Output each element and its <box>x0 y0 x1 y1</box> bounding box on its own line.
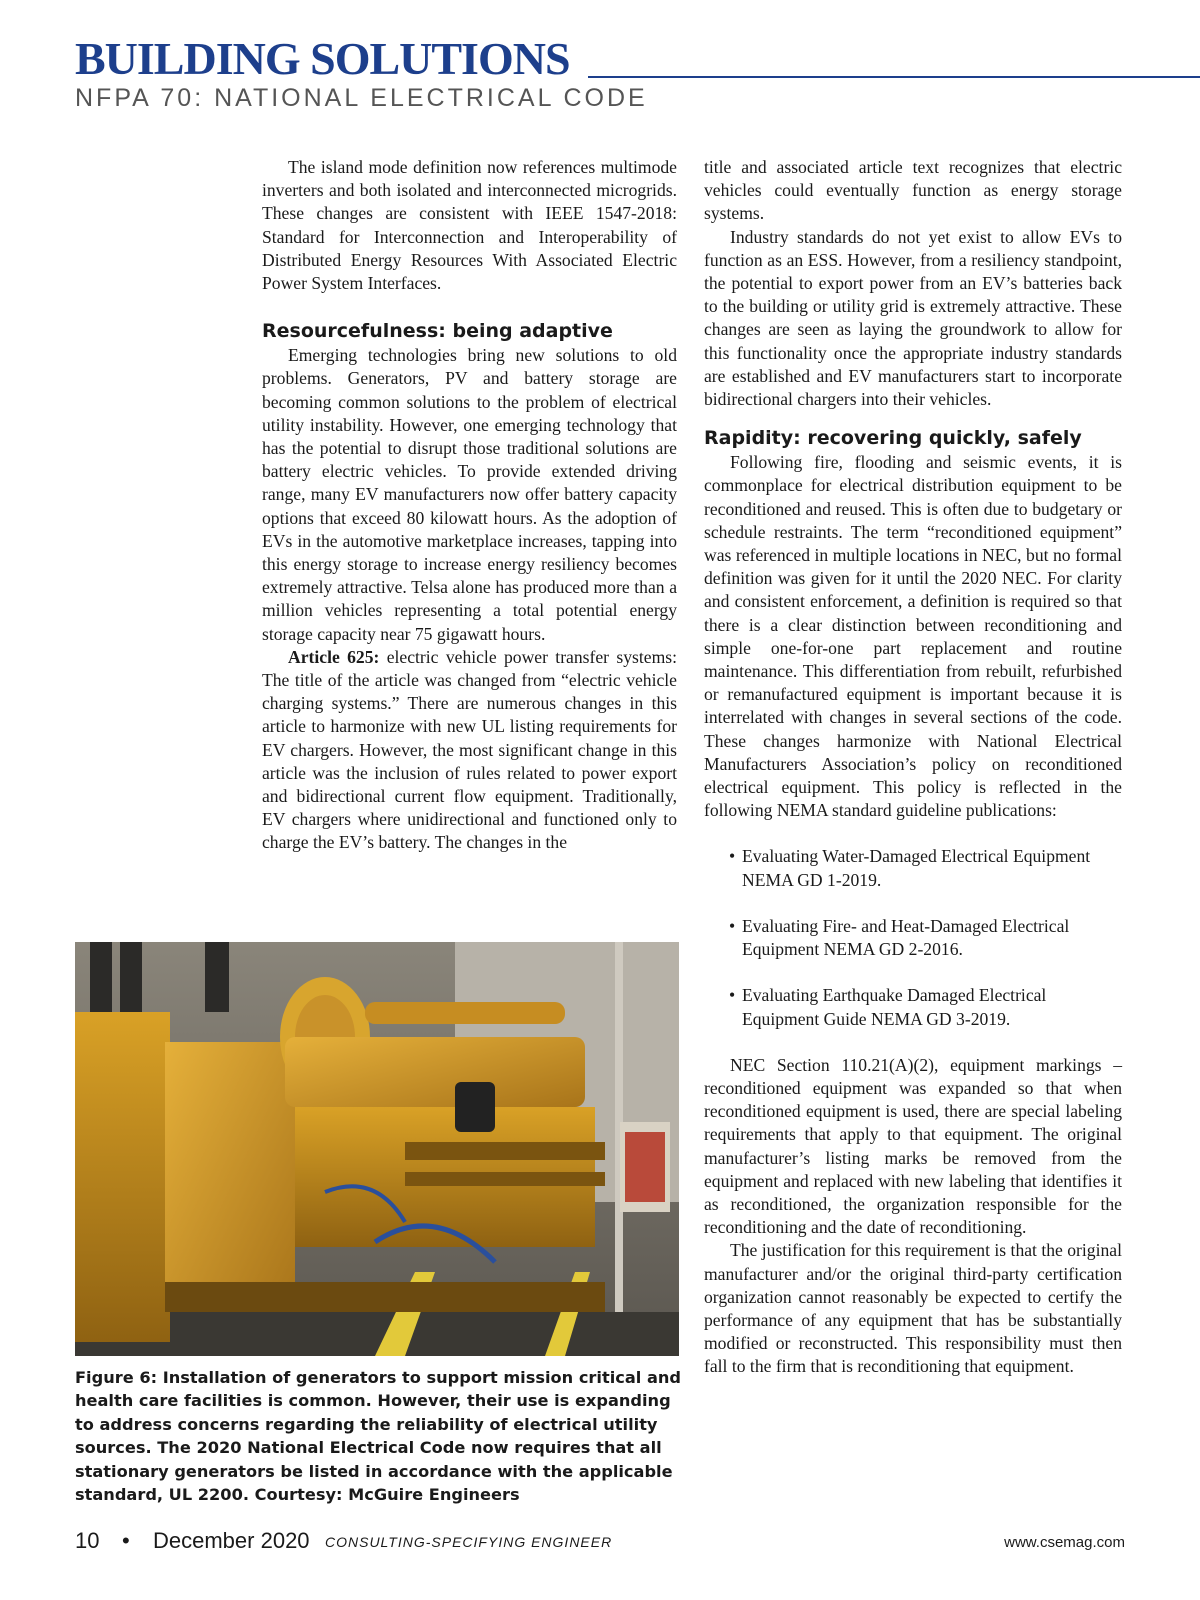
article-625-text: electric vehicle power transfer systems: The title of the article was changed from “electric vehicle charging systems.” There are numerous changes in this article to harmonize with new UL listing requirements for EV chargers. However, the most significant change in this article was the inclusion of rules related to power export and bidirectional current flow equipment. Traditionally, EV chargers where unidirectional and functioned only to charge the EV’s battery. The changes in the <box>262 646 677 853</box>
paragraph-continued: title and associated article text recognizes that electric vehicles could eventually function as energy storage systems. <box>704 157 1122 224</box>
magazine-name: CONSULTING-SPECIFYING ENGINEER <box>325 1534 613 1550</box>
paragraph-emerging-technologies: Emerging technologies bring new solutions to old problems. Generators, PV and battery storage are becoming common solutions to the problem of electrical utility instability. However, one emerging technology that has the potential to disrupt those traditional solutions are battery electric vehicles. To provide extended driving range, many EV manufacturers now offer battery capacity options that exceed 80 kilowatt hours. As the adoption of EVs in the automotive marketplace increases, tapping into this energy storage to increase energy resiliency becomes extremely attractive. Telsa alone has produced more than a million vehicles representing a total potential energy storage capacity near 75 gigawatt hours. <box>262 345 677 644</box>
heading-resourcefulness: Resourcefulness: being adaptive <box>262 320 613 343</box>
paragraph-nec-110-21: NEC Section 110.21(A)(2), equipment markings – reconditioned equipment was expanded so that when reconditioned equipment is used, there are special labeling requirements that apply to that equipment. The original manufacturer’s listing marks be removed from the equipment and replaced with new labeling that identifies it as reconditioned, the organization responsible for the reconditioning and the date of reconditioning. <box>704 1054 1122 1238</box>
list-item: • Evaluating Fire- and Heat-Damaged Electrical Equipment NEMA GD 2-2016. <box>704 915 1122 961</box>
generator-photo <box>75 942 679 1356</box>
header-subtitle: NFPA 70: NATIONAL ELECTRICAL CODE <box>75 84 648 112</box>
footer-separator: • <box>122 1528 130 1553</box>
paragraph-justification: The justification for this requirement is that the original manufacturer and/or the original third-party certification organization cannot reasonably be expected to certify the performance of any equipment that has be substantially modified or reconstructed. This responsibility must then fall to the firm that is reconditioning that equipment. <box>704 1240 1122 1377</box>
paragraph-article-625 <box>262 646 677 855</box>
website-link[interactable]: www.csemag.com <box>1004 1534 1125 1551</box>
page-number: 10 <box>75 1528 100 1553</box>
header-title: BUILDING SOLUTIONS <box>75 33 570 84</box>
article-column-right <box>704 156 1122 1379</box>
list-item: • Evaluating Earthquake Damaged Electrical Equipment Guide NEMA GD 3-2019. <box>704 984 1122 1030</box>
article-625-lead: Article 625: <box>288 646 380 667</box>
nema-guideline-list <box>704 845 1122 1030</box>
heading-rapidity: Rapidity: recovering quickly, safely <box>704 427 1082 450</box>
issue-date: December 2020 <box>153 1528 310 1553</box>
paragraph-island-mode: The island mode definition now references multimode inverters and both isolated and interconnected microgrids. These changes are consistent with IEEE 1547-2018: Standard for Interconnection and Interoperability of Distributed Energy Resources With Associated Electric Power System Interfaces. <box>262 157 677 294</box>
article-column-left <box>262 156 677 855</box>
list-item: • Evaluating Water-Damaged Electrical Equipment NEMA GD 1-2019. <box>704 845 1122 891</box>
header-rule <box>588 76 1200 78</box>
paragraph-reconditioned-equipment: Following fire, flooding and seismic events, it is commonplace for electrical distribution equipment to be reconditioned and reused. This is often due to budgetary or schedule restraints. The term “reconditioned equipment” was referenced in multiple locations in NEC, but no formal definition was given for it until the 2020 NEC. For clarity and consistent enforcement, a definition is required so that there is a clear distinction between reconditioning and simple one-for-one part replacement and routine maintenance. This differentiation from rebuilt, refurbished or remanufactured equipment is important because it is interrelated with changes in several sections of the code. These changes harmonize with National Electrical Manufacturers Association’s policy on reconditioned electrical equipment. This policy is reflected in the following NEMA standard guideline publications: <box>704 452 1122 821</box>
page-footer <box>75 1528 1125 1558</box>
paragraph-industry-standards: Industry standards do not yet exist to allow EVs to function as an ESS. However, from a resiliency standpoint, the potential to export power from an EV’s batteries back to the building or utility grid is extremely attractive. These changes are seen as laying the groundwork to allow for this functionality once the appropriate industry standards are established and EV manufacturers start to incorporate bidirectional chargers into their vehicles. <box>704 226 1122 410</box>
figure-caption: Figure 6: Installation of generators to support mission critical and health care facilities is common. However, their use is expanding to address concerns regarding the reliability of electrical utility sources. The 2020 National Electrical Code now requires that all stationary generators be listed in accordance with the applicable standard, UL 2200. Courtesy: McGuire Engineers <box>75 1368 681 1505</box>
